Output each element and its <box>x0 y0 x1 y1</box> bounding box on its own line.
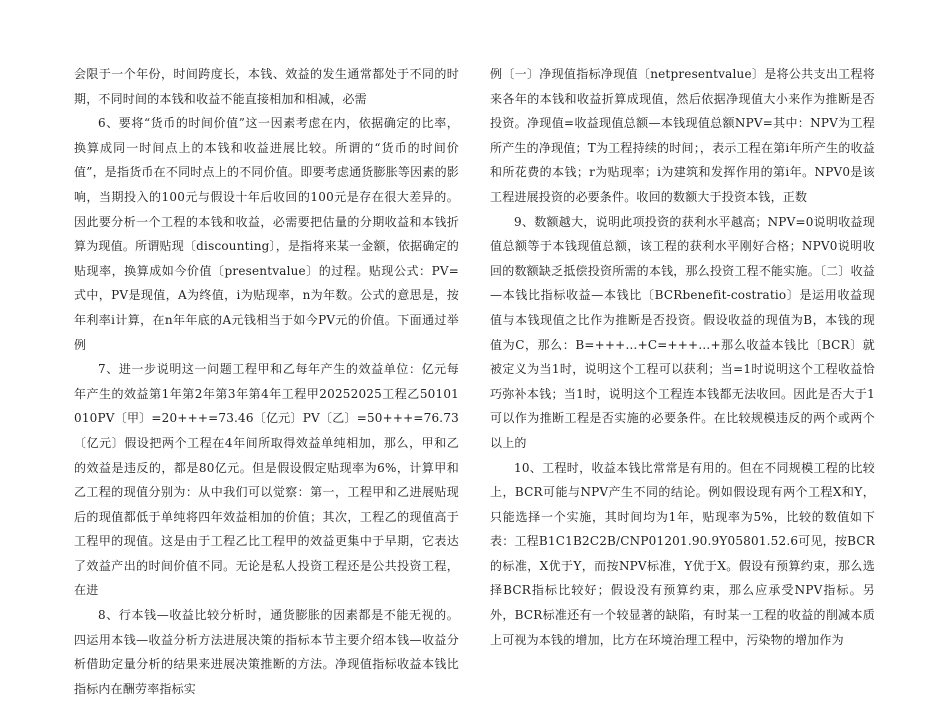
right-column <box>490 62 875 652</box>
paragraph-right-2: 9、数额越大，说明此项投资的获利水平越高；NPV=0说明收益现值总额等于本钱现值总额，该工程的获利水平刚好合格；NPV0说明收回的数额缺乏抵偿投资所需的本钱，那么投资工程不能实施。〔二〕收益—本钱比指标收益—本钱比〔BCRbenefit-costratio〕是运用收益现值与本钱现值之比作为推断是否投资。假设收益的现值为B，本钱的现值为C，那么：B=+++…+C=+++…+那么收益本钱比〔BCR〕就被定义为当1时，说明这个工程可以获利；当=1时说明这个工程收益恰巧弥补本钱；当1时，说明这个工程连本钱都无法收回。因此是否大于1可以作为推断工程是否实施的必要条件。在比较规模违反的两个或两个以上的 <box>490 214 875 450</box>
paragraph-left-4: 8、行本钱—收益比较分析时，通货膨胀的因素都是不能无视的。四运用本钱—收益分析方法进展决策的指标本节主要介绍本钱—收益分析借助定量分析的结果来进展决策推断的方法。净现值指标收益本钱比指标内在酬劳率指标实 <box>74 608 459 696</box>
paragraph-left-3: 7、进一步说明这一问题工程甲和乙每年产生的效益单位：亿元每年产生的效益第1年第2年第3年第4年工程甲20252025工程乙50101010PV〔甲〕=20+++=73.46〔亿元〕PV〔乙〕=50+++=76.73〔亿元〕假设把两个工程在4年间所取得效益单纯相加，那么，甲和乙的效益是违反的，都是80亿元。但是假设假定贴现率为6%，计算甲和乙工程的现值分别为：从中我们可以觉察：第一，工程甲和乙进展贴现后的现值都低于单纯将四年效益相加的价值；其次，工程乙的现值高于工程甲的现值。这是由于工程乙比工程甲的效益更集中于早期，它表达了效益产出的时间价值不同。无论是私人投资工程还是公共投资工程，在进 <box>74 362 459 598</box>
left-column <box>74 62 459 701</box>
paragraph-left-2: 6、要将“货币的时间价值”这一因素考虑在内，依据确定的比率，换算成同一时间点上的本钱和收益进展比较。所谓的“货币的时间价值”，是指货币在不同时点上的不同价值。即要考虑通货膨胀等因素的影响，当期投入的100元与假设十年后收回的100元是存在很大差异的。因此要分析一个工程的本钱和收益，必需要把估量的分期收益和本钱折算为现值。所谓贴现〔discounting〕，是指将来某一金额，依据确定的贴现率，换算成如今价值〔presentvalue〕的过程。贴现公式：PV=式中，PV是现值，A为终值，i为贴现率，n为年数。公式的意思是，按年利率i计算，在n年年底的A元钱相当于如今PV元的价值。下面通过举例 <box>74 116 459 352</box>
paragraph-left-1: 会限于一个年份，时间跨度长，本钱、效益的发生通常都处于不同的时期，不同时间的本钱和收益不能直接相加和相减，必需 <box>74 67 459 106</box>
paragraph-right-1: 例〔一〕净现值指标净现值〔netpresentvalue〕是将公共支出工程将来各年的本钱和收益折算成现值，然后依据净现值大小来作为推断是否投资。净现值=收益现值总额—本钱现值总额NPV=其中：NPV为工程所产生的净现值；T为工程持续的时间；，表示工程在第i年所产生的收益和所花费的本钱；r为贴现率；i为建筑和发挥作用的第i年。NPV0是该工程进展投资的必要条件。收回的数额大于投资本钱，正数 <box>490 67 875 204</box>
paragraph-right-3: 10、工程时，收益本钱比常常是有用的。但在不同规模工程的比较上，BCR可能与NPV产生不同的结论。例如假设现有两个工程X和Y，只能选择一个实施，其时间均为1年，贴现率为5%，比较的数值如下表：工程B1C1B2C2B/CNP01201.90.9Y05801.52.6可见，按BCR的标准，X优于Y，而按NPV标准，Y优于X。假设有预算约束，那么选择BCR指标比较好；假设没有预算约束，那么应承受NPV指标。另外，BCR标准还有一个较显著的缺陷，有时某一工程的收益的削减本质上可视为本钱的增加，比方在环境治理工程中，污染物的增加作为 <box>490 460 875 647</box>
